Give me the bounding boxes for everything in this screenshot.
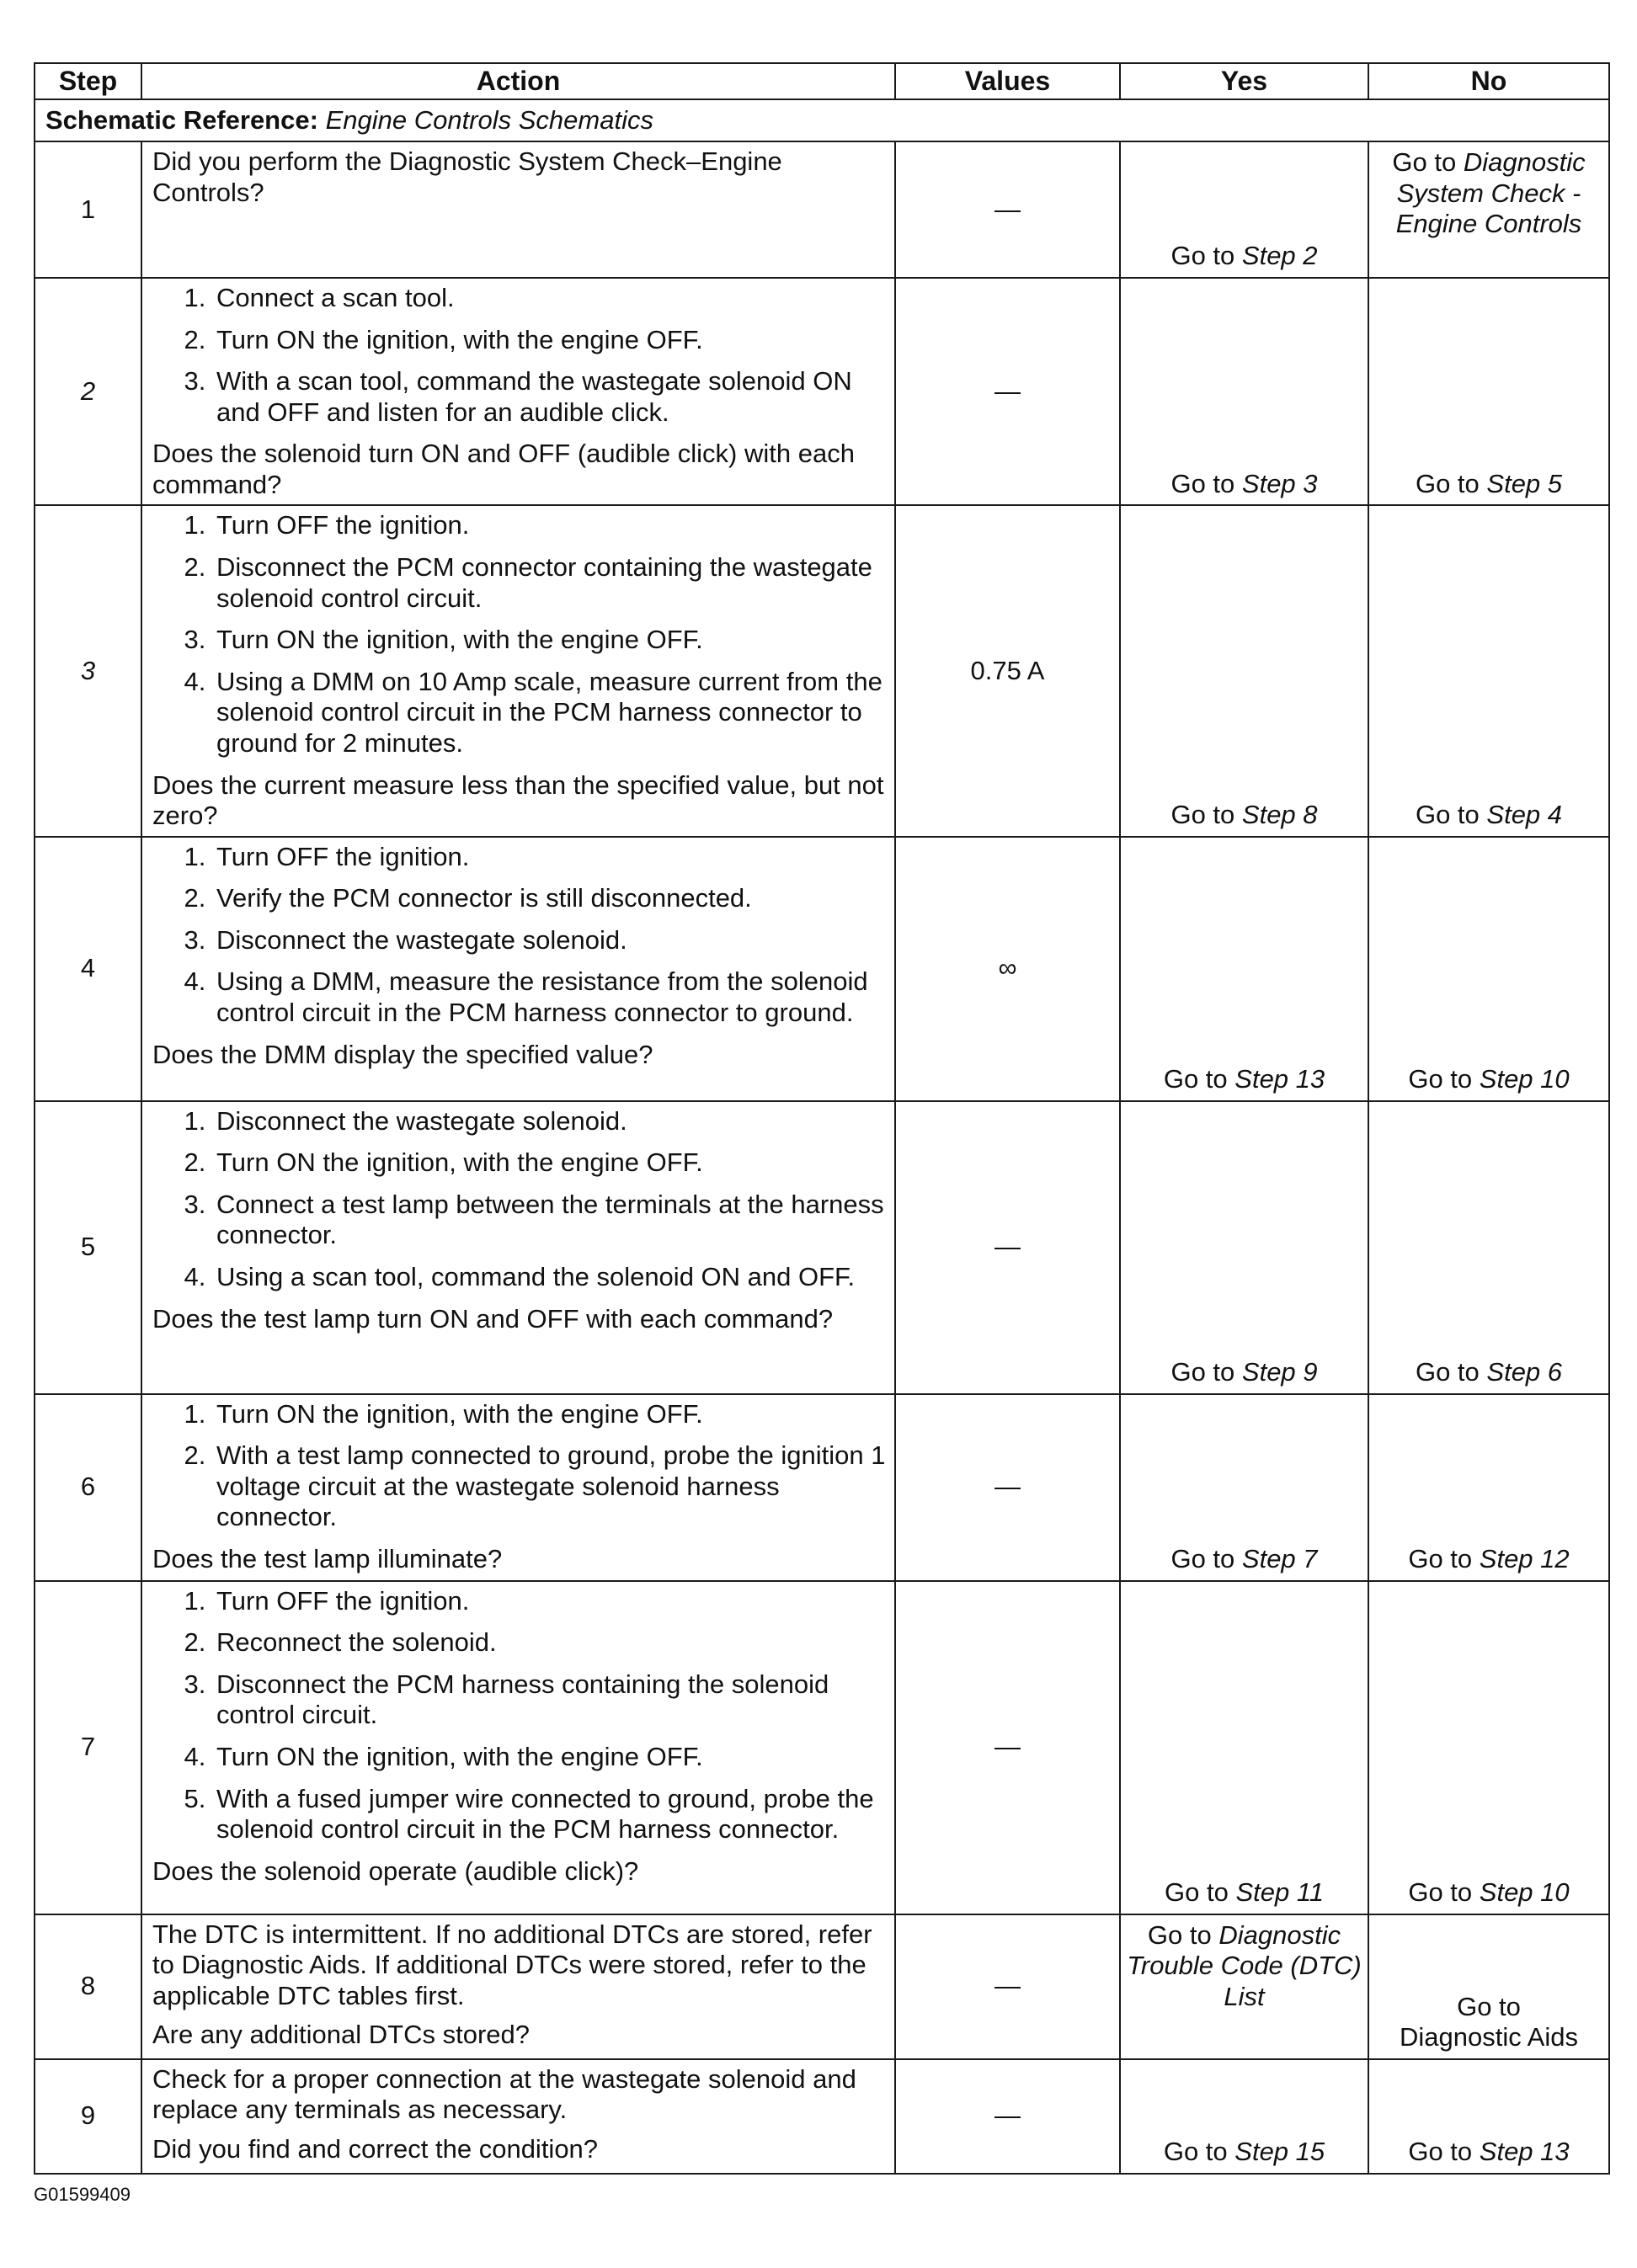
- no-prefix: Go to: [1415, 800, 1480, 830]
- question-text: Are any additional DTCs stored?: [152, 2020, 531, 2050]
- substep: 4. Turn ON the ignition, with the engine OFF.: [213, 1742, 886, 1773]
- step-number: 1: [35, 141, 141, 278]
- no-link: Step 6: [1486, 1357, 1563, 1387]
- schematic-reference-row: [35, 99, 1609, 141]
- no-link: Step 5: [1486, 468, 1563, 498]
- substep: 1. Turn OFF the ignition.: [213, 1586, 886, 1617]
- substep: 1. Connect a scan tool.: [213, 283, 886, 314]
- substep: 1. Turn OFF the ignition.: [213, 842, 886, 873]
- substep: 3. With a scan tool, command the wastegate solenoid ON and OFF and listen for an audible click.: [213, 366, 886, 428]
- value-cell: —: [895, 1101, 1120, 1394]
- no-prefix: Go to: [1408, 2137, 1473, 2167]
- no-prefix: Go to: [1415, 1357, 1480, 1387]
- action-text: The DTC is intermittent. If no additional DTCs are stored, refer to Diagnostic Aids. If additional DTCs were stored, refer to the applicable DTC tables first.: [152, 1919, 872, 2010]
- yes-prefix: Go to: [1170, 241, 1235, 271]
- header-action: Action: [141, 63, 895, 99]
- substep: 4. Using a scan tool, command the solenoid ON and OFF.: [213, 1262, 886, 1293]
- yes-link: Step 7: [1241, 1544, 1318, 1574]
- yes-prefix: Go to: [1163, 1064, 1228, 1094]
- substep: 2. Turn ON the ignition, with the engine OFF.: [213, 1147, 886, 1179]
- yes-cell: [1120, 1101, 1368, 1394]
- yes-prefix: Go to: [1170, 1544, 1235, 1574]
- yes-link: Step 2: [1241, 241, 1318, 271]
- yes-cell: [1120, 1914, 1368, 2059]
- step-number: 9: [35, 2059, 141, 2174]
- substep: 1. Turn OFF the ignition.: [213, 510, 886, 541]
- diagnostic-table: [34, 62, 1610, 2175]
- table-row: [35, 278, 1609, 505]
- no-cell: [1368, 1914, 1609, 2059]
- table-row: [35, 141, 1609, 278]
- yes-prefix: Go to: [1170, 800, 1235, 830]
- value-cell: —: [895, 1394, 1120, 1581]
- yes-cell: [1120, 837, 1368, 1101]
- value-cell: —: [895, 1914, 1120, 2059]
- question-text: Does the test lamp turn ON and OFF with each command?: [152, 1303, 834, 1334]
- table-row: [35, 1101, 1609, 1394]
- header-values: Values: [895, 63, 1120, 99]
- question-text: Does the solenoid operate (audible click)?: [152, 1855, 639, 1886]
- no-cell: [1368, 837, 1609, 1101]
- header-yes: Yes: [1120, 63, 1368, 99]
- yes-prefix: Go to: [1163, 2137, 1228, 2167]
- no-prefix: Go to: [1408, 1064, 1473, 1094]
- no-link: Diagnostic Aids: [1400, 2022, 1578, 2052]
- value-cell: 0.75 A: [895, 505, 1120, 836]
- question-text: Does the current measure less than the specified value, but not zero?: [152, 769, 884, 831]
- step-number: 3: [35, 505, 141, 836]
- yes-cell: [1120, 505, 1368, 836]
- header-row: [35, 63, 1609, 99]
- substep: 2. Verify the PCM connector is still disconnected.: [213, 883, 886, 914]
- action-cell: [141, 2059, 895, 2174]
- no-cell: [1368, 1581, 1609, 1914]
- yes-prefix: Go to: [1170, 1357, 1235, 1387]
- action-cell: [141, 278, 895, 505]
- substep-list: [152, 510, 886, 759]
- yes-link: Step 15: [1234, 2137, 1325, 2167]
- substep-list: [152, 283, 886, 428]
- step-number: 7: [35, 1581, 141, 1914]
- substep: 3. Disconnect the wastegate solenoid.: [213, 925, 886, 956]
- substep-list: [152, 1586, 886, 1845]
- substep: 4. Using a DMM, measure the resistance from the solenoid control circuit in the PCM harness connector to ground.: [213, 966, 886, 1028]
- value-cell: —: [895, 141, 1120, 278]
- question-text: Does the DMM display the specified value?: [152, 1039, 653, 1069]
- substep: 3. Turn ON the ignition, with the engine OFF.: [213, 625, 886, 656]
- schematic-reference: [35, 99, 1609, 141]
- action-cell: [141, 141, 895, 278]
- yes-link: Step 11: [1235, 1877, 1325, 1908]
- no-link: Step 10: [1479, 1877, 1570, 1908]
- substep: 5. With a fused jumper wire connected to ground, probe the solenoid control circuit in the PCM harness connector.: [213, 1784, 886, 1845]
- no-prefix: Go to: [1408, 1544, 1473, 1574]
- value-cell: —: [895, 278, 1120, 505]
- substep: 2. Turn ON the ignition, with the engine OFF.: [213, 325, 886, 356]
- figure-id: G01599409: [34, 2184, 131, 2205]
- substep: 2. With a test lamp connected to ground, probe the ignition 1 voltage circuit at the wastegate solenoid harness connector.: [213, 1440, 886, 1533]
- no-link: Step 12: [1479, 1544, 1570, 1574]
- no-link: Step 10: [1479, 1064, 1570, 1094]
- schematic-reference-label: Schematic Reference:: [45, 104, 318, 135]
- substep: 1. Turn ON the ignition, with the engine OFF.: [213, 1399, 886, 1430]
- question-text: Does the test lamp illuminate?: [152, 1543, 503, 1573]
- substep-list: [152, 1106, 886, 1293]
- table-row: [35, 1914, 1609, 2059]
- substep: 2. Disconnect the PCM connector containing the wastegate solenoid control circuit.: [213, 552, 886, 614]
- no-link: Step 4: [1486, 800, 1563, 830]
- yes-cell: [1120, 278, 1368, 505]
- action-cell: [141, 1581, 895, 1914]
- no-cell: [1368, 141, 1609, 278]
- no-cell: [1368, 2059, 1609, 2174]
- action-text: Check for a proper connection at the wastegate solenoid and replace any terminals as necessary.: [152, 2063, 856, 2125]
- yes-link: Step 8: [1241, 800, 1318, 830]
- yes-link: Step 13: [1234, 1064, 1325, 1094]
- yes-link: Diagnostic Trouble Code (DTC) List: [1127, 1919, 1362, 2011]
- schematic-reference-value: Engine Controls Schematics: [325, 104, 653, 135]
- step-number: 4: [35, 837, 141, 1101]
- value-cell: ∞: [895, 837, 1120, 1101]
- table-row: [35, 505, 1609, 836]
- yes-cell: [1120, 2059, 1368, 2174]
- step-number: 6: [35, 1394, 141, 1581]
- step-number: 2: [35, 278, 141, 505]
- no-cell: [1368, 505, 1609, 836]
- yes-cell: [1120, 1394, 1368, 1581]
- no-link: Diagnostic System Check - Engine Controls: [1395, 147, 1586, 239]
- table-row: [35, 2059, 1609, 2174]
- substep: 2. Reconnect the solenoid.: [213, 1627, 886, 1658]
- no-cell: [1368, 1394, 1609, 1581]
- yes-cell: [1120, 1581, 1368, 1914]
- substep: 1. Disconnect the wastegate solenoid.: [213, 1106, 886, 1137]
- header-no: No: [1368, 63, 1609, 99]
- no-prefix: Go to: [1392, 147, 1457, 177]
- substep: 4. Using a DMM on 10 Amp scale, measure current from the solenoid control circuit in the PCM harness connector to ground for 2 minutes.: [213, 667, 886, 759]
- action-cell: [141, 505, 895, 836]
- yes-prefix: Go to: [1147, 1919, 1212, 1950]
- value-cell: —: [895, 2059, 1120, 2174]
- action-text: Did you perform the Diagnostic System Check–Engine Controls?: [152, 146, 782, 207]
- no-prefix: Go to: [1457, 1991, 1521, 2021]
- substep: 3. Connect a test lamp between the terminals at the harness connector.: [213, 1190, 886, 1251]
- header-step: Step: [35, 63, 141, 99]
- no-cell: [1368, 278, 1609, 505]
- no-link: Step 13: [1479, 2137, 1570, 2167]
- action-cell: [141, 837, 895, 1101]
- question-text: Did you find and correct the condition?: [152, 2133, 599, 2164]
- step-number: 5: [35, 1101, 141, 1394]
- yes-prefix: Go to: [1164, 1877, 1229, 1908]
- yes-link: Step 9: [1241, 1357, 1318, 1387]
- value-cell: —: [895, 1581, 1120, 1914]
- table-row: [35, 1581, 1609, 1914]
- substep-list: [152, 842, 886, 1029]
- no-cell: [1368, 1101, 1609, 1394]
- question-text: Does the solenoid turn ON and OFF (audible click) with each command?: [152, 439, 855, 499]
- action-cell: [141, 1914, 895, 2059]
- action-cell: [141, 1101, 895, 1394]
- action-cell: [141, 1394, 895, 1581]
- no-prefix: Go to: [1415, 468, 1480, 498]
- step-number: 8: [35, 1914, 141, 2059]
- yes-cell: [1120, 141, 1368, 278]
- no-prefix: Go to: [1408, 1877, 1473, 1908]
- yes-link: Step 3: [1241, 468, 1318, 498]
- yes-prefix: Go to: [1170, 468, 1235, 498]
- table-row: [35, 837, 1609, 1101]
- substep-list: [152, 1399, 886, 1533]
- table-row: [35, 1394, 1609, 1581]
- substep: 3. Disconnect the PCM harness containing the solenoid control circuit.: [213, 1669, 886, 1731]
